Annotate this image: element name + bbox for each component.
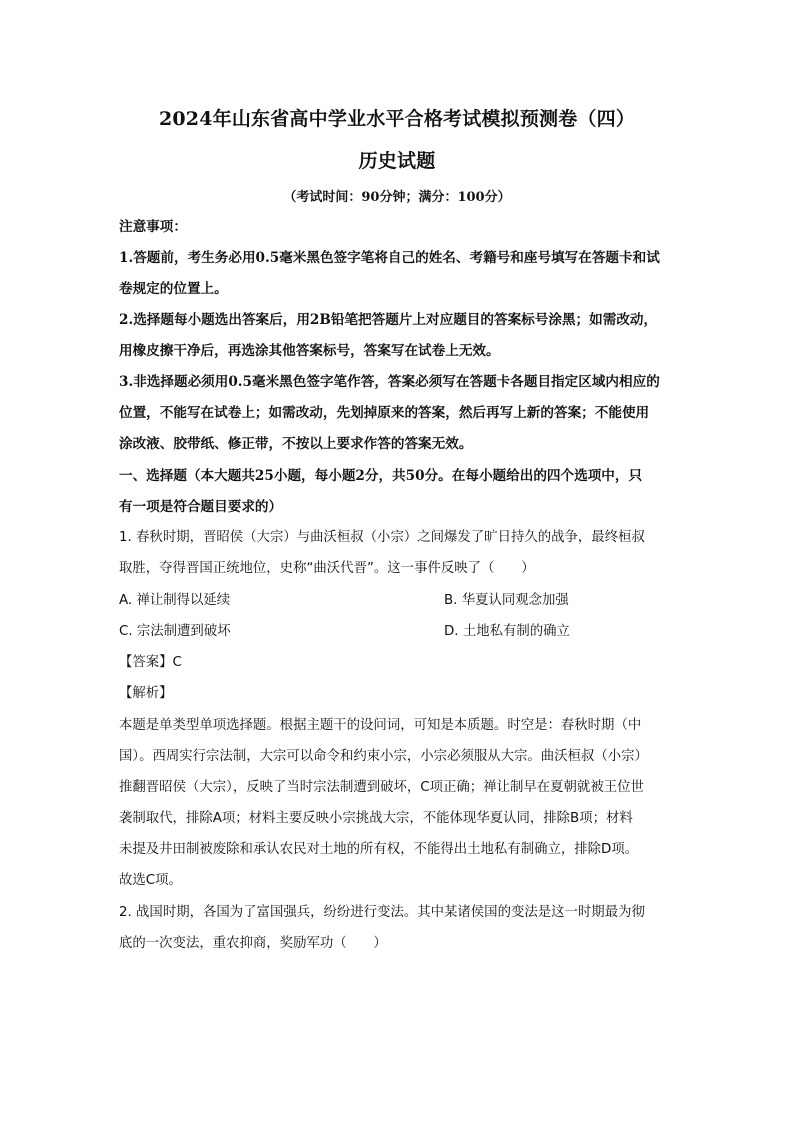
notice-line-6: 位置，不能写在试卷上；如需改动，先划掉原来的答案，然后再写上新的答案；不能使用 bbox=[119, 405, 650, 421]
q1-analysis-line-4: 袭制取代，排除A项；材料主要反映小宗挑战大宗，不能体现华夏认同，排除B项；材料 bbox=[119, 811, 633, 826]
q1-analysis-line-1: 本题是单类型单项选择题。根据主题干的设问词，可知是本质题。时空是：春秋时期（中 bbox=[119, 718, 642, 733]
q2-stem-line-1: 2. 战国时期，各国为了富国强兵，纷纷进行变法。其中某诸侯国的变法是这一时期最为彻 bbox=[119, 905, 645, 920]
q1-option-b: B. 华夏认同观念加强 bbox=[444, 593, 569, 608]
q1-analysis-label: 【解析】 bbox=[119, 686, 173, 701]
exam-info: （考试时间：90分钟；满分：100分） bbox=[283, 190, 511, 205]
notice-line-5: 3.非选择题必须用0.5毫米黑色签字笔作答，答案必须写在答题卡各题目指定区域内相应的 bbox=[119, 374, 660, 390]
q1-stem-line-2: 取胜，夺得晋国正统地位，史称“曲沃代晋”。这一事件反映了（ ） bbox=[119, 561, 535, 576]
notice-line-4: 用橡皮擦干净后，再选涂其他答案标号，答案写在试卷上无效。 bbox=[119, 343, 500, 359]
q1-option-a: A. 禅让制得以延续 bbox=[119, 593, 231, 608]
q1-option-c: C. 宗法制遭到破坏 bbox=[119, 624, 231, 639]
notice-line-3: 2.选择题每小题选出答案后，用2B铅笔把答题片上对应题目的答案标号涂黑；如需改动， bbox=[119, 312, 658, 328]
notice-line-2: 卷规定的位置上。 bbox=[119, 281, 228, 297]
q1-analysis-line-2: 国）。西周实行宗法制，大宗可以命令和约束小宗，小宗必须服从大宗。曲沃桓叔（小宗） bbox=[119, 749, 648, 764]
q1-analysis-line-3: 推翻晋昭侯（大宗），反映了当时宗法制遭到破坏，C项正确；禅让制早在夏朝就被王位世 bbox=[119, 780, 644, 795]
q2-stem-line-2: 底的一次变法，重农抑商，奖励军功（ ） bbox=[119, 936, 387, 951]
q1-answer: 【答案】C bbox=[119, 655, 182, 670]
q1-analysis-line-6: 故选C项。 bbox=[119, 873, 182, 888]
exam-title: 2024年山东省高中学业水平合格考试模拟预测卷（四） bbox=[158, 108, 636, 130]
section-heading-line-2: 有一项是符合题目要求的） bbox=[119, 499, 283, 515]
notice-line-1: 1.答题前，考生务必用0.5毫米黑色签字笔将自己的姓名、考籍号和座号填写在答题卡和试 bbox=[119, 250, 660, 266]
notice-heading: 注意事项： bbox=[119, 219, 187, 235]
notice-line-7: 涂改液、胶带纸、修正带，不按以上要求作答的答案无效。 bbox=[119, 436, 473, 452]
q1-option-d: D. 土地私有制的确立 bbox=[444, 624, 570, 639]
q1-analysis-line-5: 未提及井田制被废除和承认农民对土地的所有权，不能得出土地私有制确立，排除D项。 bbox=[119, 842, 639, 857]
section-heading-line-1: 一、选择题（本大题共25小题，每小题2分，共50分。在每小题给出的四个选项中，只 bbox=[119, 468, 643, 484]
subject-title: 历史试题 bbox=[358, 150, 436, 172]
q1-stem-line-1: 1. 春秋时期，晋昭侯（大宗）与曲沃桓叔（小宗）之间爆发了旷日持久的战争，最终桓叔 bbox=[119, 530, 645, 545]
